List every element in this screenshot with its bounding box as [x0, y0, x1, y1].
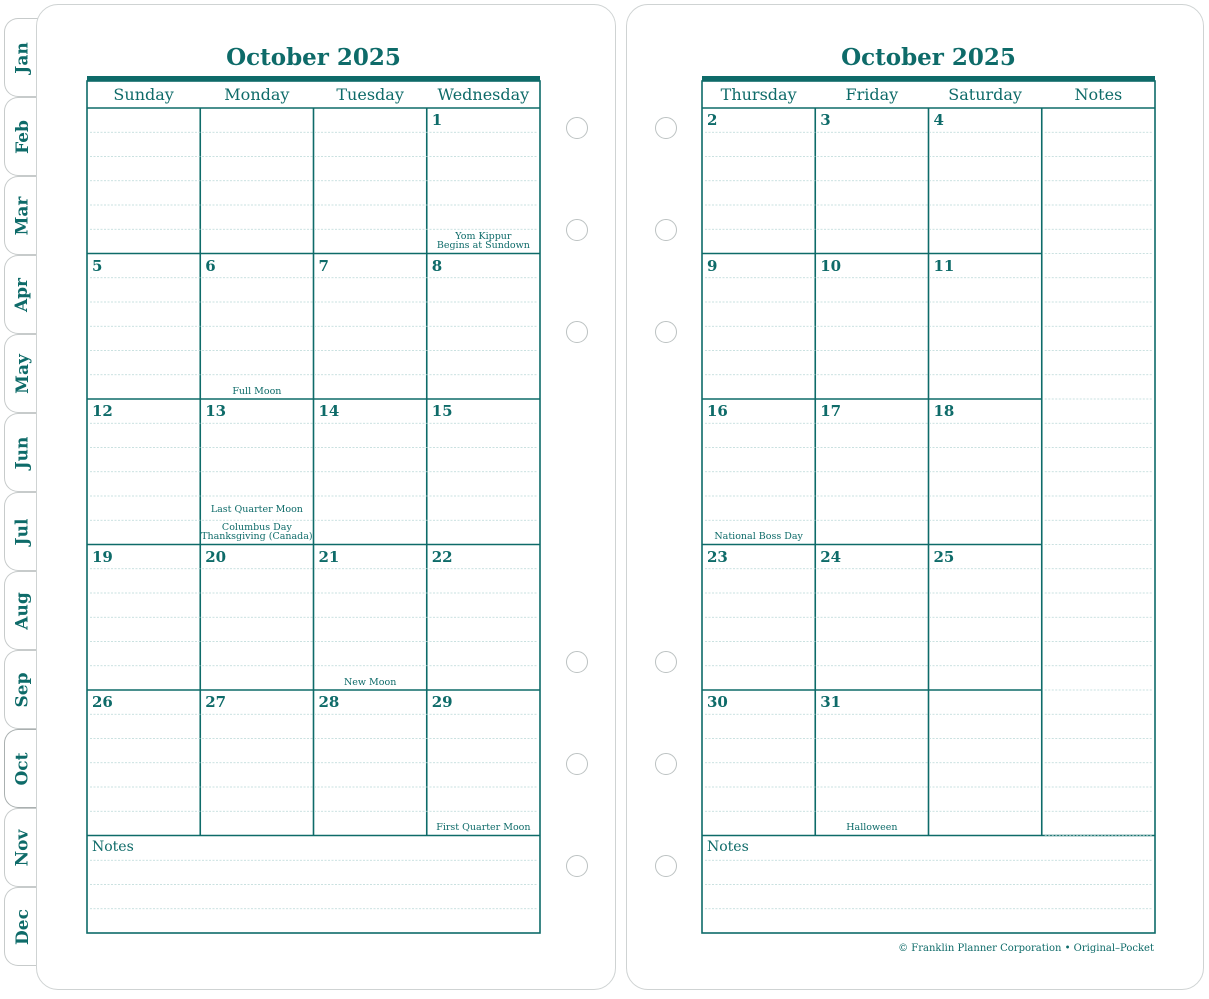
- month-tab-label: May: [12, 353, 33, 394]
- binder-hole: [655, 321, 677, 343]
- day-number: 18: [933, 402, 955, 420]
- event-note: First Quarter Moon: [436, 822, 531, 834]
- day-number: 19: [92, 547, 113, 566]
- weekday-label-thursday: Thursday: [720, 85, 797, 104]
- month-tab-label: Jul: [12, 518, 33, 545]
- day-number: 2: [707, 111, 718, 129]
- day-number: 1: [431, 111, 443, 129]
- binder-hole: [566, 219, 588, 241]
- event-note: New Moon: [343, 676, 397, 688]
- day-number: 16: [707, 402, 728, 420]
- day-number: 26: [92, 693, 113, 711]
- binder-hole: [655, 117, 677, 139]
- weekday-label-saturday: Saturday: [948, 85, 1022, 104]
- weekday-label-notes: Notes: [1074, 85, 1123, 104]
- weekday-label-friday: Friday: [845, 85, 899, 104]
- day-number: 5: [92, 256, 103, 275]
- day-number: 13: [205, 402, 227, 420]
- binder-hole: [655, 855, 677, 877]
- weekday-label-monday: Monday: [224, 85, 290, 104]
- day-number: 4: [933, 111, 944, 129]
- event-note: Halloween: [846, 822, 898, 834]
- day-number: 10: [820, 256, 842, 275]
- copyright-footer: © Franklin Planner Corporation • Original–Pocket: [898, 943, 1154, 954]
- day-number: 17: [820, 402, 842, 420]
- day-number: 9: [707, 256, 718, 275]
- day-number: 14: [318, 402, 340, 420]
- day-number: 27: [205, 693, 227, 711]
- day-number: 11: [933, 256, 955, 275]
- day-number: 29: [431, 693, 453, 711]
- binder-hole: [566, 651, 588, 673]
- event-note: Yom Kippur Begins at Sundown: [436, 231, 530, 252]
- day-number: 21: [318, 547, 340, 566]
- day-number: 28: [318, 693, 340, 711]
- binder-hole: [566, 321, 588, 343]
- month-tab-label: Sep: [12, 672, 33, 707]
- day-number: 12: [92, 402, 113, 420]
- left-notes-label: Notes: [92, 839, 134, 855]
- month-tab-label: Apr: [12, 277, 33, 312]
- month-tab-label: Feb: [12, 119, 33, 154]
- event-note: Full Moon: [232, 385, 282, 397]
- binder-hole: [566, 117, 588, 139]
- binder-hole: [655, 651, 677, 673]
- day-number: 7: [318, 256, 329, 275]
- right-notes-label: Notes: [707, 839, 749, 855]
- binder-hole: [566, 855, 588, 877]
- month-tab-label: Mar: [12, 196, 33, 235]
- day-number: 6: [205, 256, 216, 275]
- day-number: 24: [820, 547, 842, 566]
- month-tab-label: Jun: [12, 436, 33, 469]
- binder-hole: [566, 753, 588, 775]
- day-number: 8: [431, 256, 443, 275]
- day-number: 25: [933, 547, 955, 566]
- day-number: 23: [707, 547, 728, 566]
- month-tab-label: Jan: [12, 41, 33, 74]
- month-tab-label: Dec: [12, 908, 33, 945]
- event-note: National Boss Day: [714, 531, 803, 543]
- day-number: 22: [431, 547, 453, 566]
- left-page-title: October 2025: [226, 44, 401, 71]
- month-tab-label: Nov: [12, 829, 33, 866]
- weekday-label-wednesday: Wednesday: [437, 85, 530, 104]
- event-note: Last Quarter Moon Columbus Day Thanksgiving (Canada): [201, 503, 313, 543]
- weekday-label-sunday: Sunday: [113, 85, 174, 104]
- day-number: 31: [820, 693, 842, 711]
- month-tab-label: Aug: [12, 591, 33, 630]
- day-number: 3: [820, 111, 831, 129]
- month-tab-label: Oct: [12, 751, 33, 786]
- day-number: 15: [431, 402, 453, 420]
- day-number: 30: [707, 693, 728, 711]
- binder-hole: [655, 219, 677, 241]
- weekday-label-tuesday: Tuesday: [336, 85, 404, 104]
- binder-hole: [655, 753, 677, 775]
- right-page-title: October 2025: [841, 44, 1016, 71]
- day-number: 20: [205, 547, 227, 566]
